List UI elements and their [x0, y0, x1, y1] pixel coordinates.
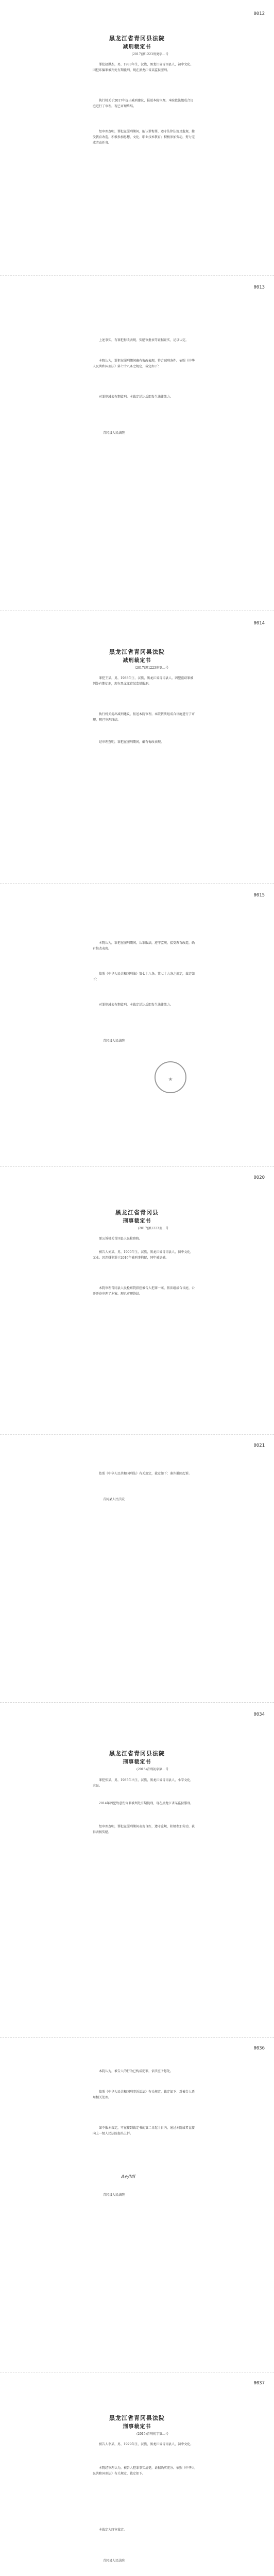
paragraph: 如不服本裁定，可在接到裁定书的第二日起十日内，通过本院或者直接向上一级人民法院提出上诉。 [93, 2126, 195, 2136]
paragraph: 经审理查明，罪犯在服刑期间，能认罪悔罪，遵守法律法规及监规，接受教育改造，积极参加思想、文化、职业技术教育；积极参加劳动，努力完成劳动任务。 [93, 130, 195, 145]
document-title: 减刑裁定书 [123, 44, 151, 50]
paragraph: 本院审理青冈县人民检察院指控被告人犯罪一案，依法组成合议庭，公开开庭审理了本案。现已审理终结。 [93, 1286, 195, 1296]
paragraph: 2014年因犯故意伤害罪被判处有期徒刑，现在黑龙江省某监狱服刑。 [99, 1802, 194, 1805]
document-page-7 [0, 1703, 274, 2038]
paragraph: 罪犯赵洪杰，男，1983年生，汉族，黑龙江省青冈县人，初中文化。因犯诈骗罪被判处有期徒刑，现在黑龙江省某监狱服刑。 [93, 63, 194, 72]
paragraph: 执行机关于2017年提出减刑建议，报送本院审理。本院依法组成合议庭进行了审理。现已审理终结。 [93, 99, 194, 108]
page-number: 0012 [253, 11, 265, 16]
paragraph: 对罪犯减去有期徒刑。本裁定送达后即发生法律效力。 [99, 395, 174, 399]
page-number: 0021 [253, 1443, 265, 1448]
court-seal [155, 1061, 186, 1093]
document-page-9 [0, 2372, 274, 2576]
page-number: 0015 [253, 893, 265, 898]
paragraph: 上述事实，有罪犯悔改表现、奖励审批表等证据证实，足以认定。 [99, 338, 189, 342]
document-page-3 [0, 611, 274, 884]
court-name: 青冈县人民法院 [103, 431, 125, 435]
document-title: 刑事裁定书 [123, 1759, 151, 1765]
case-number: (2015)青刑初字第…号 [136, 2432, 168, 2436]
paragraph: 依照《中华人民共和国刑事诉讼法》有关规定，裁定如下：对被告人适用相关处理。 [93, 2090, 195, 2099]
document-page-5 [0, 1167, 274, 1435]
court-name: 青冈县人民法院 [103, 1498, 125, 1501]
handwritten-signature: Ae/Ml [121, 2174, 135, 2180]
document-page-4 [0, 884, 274, 1167]
paragraph: 本院认为，被告人的行为已构成犯罪，依法应予惩处。 [99, 2070, 174, 2073]
page-number: 0034 [253, 1712, 265, 1717]
paragraph: 经审理查明，罪犯在服刑期间表现良好，遵守监规，积极参加劳动，获得表扬奖励。 [93, 1825, 195, 1834]
page-number: 0014 [253, 621, 265, 626]
star-icon: ★ [168, 1077, 173, 1082]
paragraph: 经审理查明，罪犯在服刑期间，确有悔改表现。 [99, 740, 164, 744]
paragraph: 本院经审理认为，被告人犯罪事实清楚，证据确实充分。依照《中华人民共和国刑法》有关规定，裁定如下。 [93, 2466, 195, 2476]
case-number: (2017)黑1223刑更…号 [134, 666, 168, 670]
paragraph: 依照《中华人民共和国刑法》有关规定，裁定如下：准许撤回起诉。 [99, 1472, 192, 1476]
document-page-2 [0, 276, 274, 611]
document-page-1 [0, 0, 274, 276]
court-name: 青冈县人民法院 [103, 1039, 125, 1043]
page-number: 0013 [253, 285, 265, 290]
document-title: 刑事裁定书 [123, 2424, 151, 2430]
page-number: 0020 [253, 1175, 265, 1180]
paragraph: 依照《中华人民共和国刑法》第七十八条、第七十九条之规定，裁定如下： [93, 972, 195, 981]
document-page-6 [0, 1435, 274, 1703]
court-title: 黑龙江省青冈县法院 [109, 2415, 165, 2421]
page-number: 0037 [253, 2381, 265, 2386]
court-title: 黑龙江省青冈县法院 [109, 1750, 165, 1757]
paragraph: 被告人李某，男，1979年生，汉族，黑龙江省青冈县人，初中文化。 [99, 2443, 194, 2446]
paragraph: 被告人刘某，男，1990年生，汉族，黑龙江省青冈县人，初中文化，无业。因涉嫌犯罪于2016年被刑事拘留，同年被逮捕。 [93, 1250, 194, 1260]
paragraph: 执行机关提出减刑建议，报送本院审理。本院依法组成合议庭进行了审理，现已审理终结。 [93, 713, 195, 722]
case-number: (2015)青刑初字第…号 [136, 1768, 168, 1771]
page-number: 0036 [253, 2046, 265, 2051]
court-title: 黑龙江省青冈县法院 [109, 35, 165, 42]
paragraph: 本裁定为终审裁定。 [99, 2528, 127, 2532]
court-name: 青冈县人民法院 [103, 2193, 125, 2197]
paragraph: 本院认为，罪犯在服刑期间，认罪服法，遵守监规，接受教育改造，确有悔改表现。 [93, 941, 195, 951]
court-title: 黑龙江省青冈县 [115, 1209, 159, 1216]
document-title: 减刑裁定书 [123, 658, 151, 664]
paragraph: 本院认为，罪犯在服刑期间确有悔改表现，符合减刑条件。依照《中华人民共和国刑法》第七十八条之规定，裁定如下： [93, 359, 195, 368]
paragraph: 原公诉机关青冈县人民检察院。 [99, 1237, 143, 1241]
case-number: (2017)黑1223刑更字…号 [131, 53, 168, 56]
case-number: (2017)黑1223刑…号 [138, 1227, 168, 1230]
court-title: 黑龙江省青冈县法院 [109, 649, 165, 655]
court-name: 青冈县人民法院 [103, 2559, 125, 2563]
paragraph: 罪犯张某，男，1985年出生，汉族，黑龙江省青冈县人，小学文化，农民。 [93, 1778, 194, 1788]
document-page-8 [0, 2038, 274, 2372]
paragraph: 对罪犯减去有期徒刑，本裁定送达后即发生法律效力。 [99, 1003, 174, 1007]
document-title: 刑事裁定书 [123, 1218, 151, 1224]
paragraph: 罪犯王某，男，1988年生，汉族，黑龙江省青冈县人。因犯盗窃罪被判处有期徒刑，现在黑龙江省某监狱服刑。 [93, 676, 194, 686]
